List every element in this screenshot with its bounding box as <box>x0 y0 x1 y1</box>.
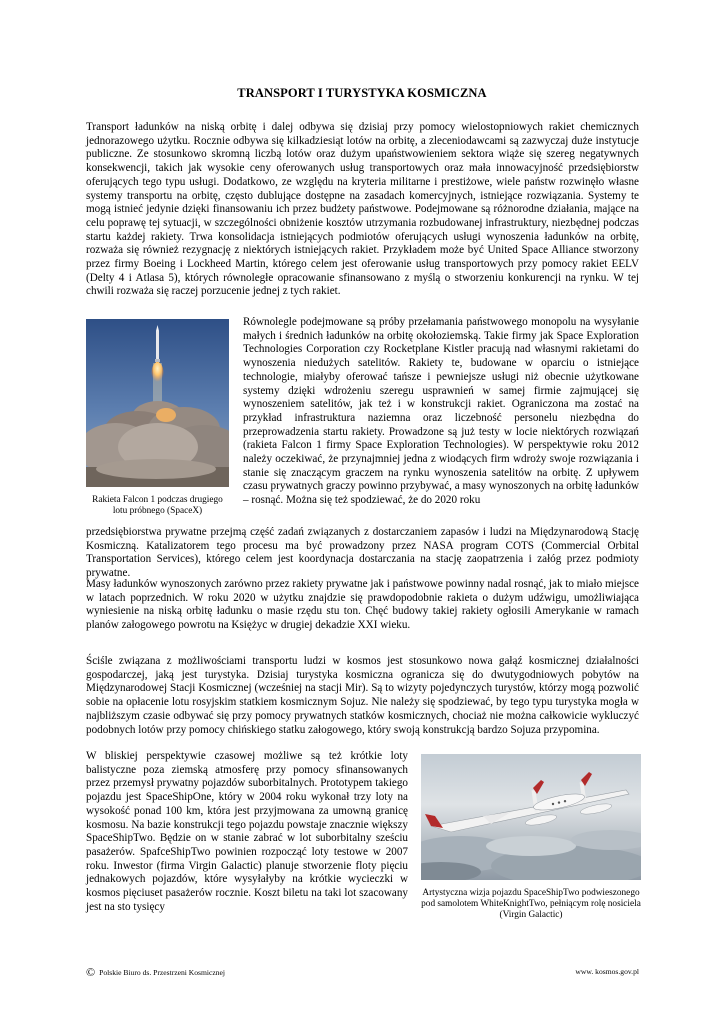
falcon-1-caption: Rakieta Falcon 1 podczas drugiego lotu próbnego (SpaceX) <box>92 495 223 516</box>
falcon-1-launch-photo <box>86 319 229 487</box>
copyright-symbol: © <box>86 965 96 979</box>
figure-falcon-1 <box>86 319 229 517</box>
footer-website-link[interactable]: www. kosmos.gov.pl <box>575 967 639 976</box>
paragraph-space-tourism: Ściśle związana z możliwościami transportu ludzi w kosmos jest stosunkowo nowa gałąź kosmicznej działalności gospodarczej, jaką jest turystyka. Dzisiaj turystyka kosmiczna ogranicza się do dwutygodniowych pobytów na Międzynarodowej Stacji Kosmicznej (wcześniej na stacji Mir). Są to wizyty pojedynczych turystów, którzy mogą pozwolić sobie na opłacenie lotu rosyjskim statkiem kosmicznym Sojuz. Nie należy się spodziewać, by tego typu turystyka mogła w najbliższym czasie odbywać się przy pomocy prywatnych statków kosmicznych, chociaż nie można całkowicie wykluczyć podobnych lotów przy pomocy chińskiego statku załogowego, który swoją konstrukcją bardzo Sojuza przypomina. <box>86 655 639 736</box>
page-title: TRANSPORT I TURYSTYKA KOSMICZNA <box>237 86 487 100</box>
spaceshiptwo-caption: Artystyczna wizja pojazdu SpaceShipTwo podwieszonego pod samolotem WhiteKnightTwo, pełniącym rolę nosiciela (Virgin Galactic) <box>421 888 641 920</box>
figure-spaceshiptwo <box>421 754 641 921</box>
spaceshiptwo-photo <box>421 754 641 880</box>
paragraph-orbital-transport: Transport ładunków na niską orbitę i dalej odbywa się dzisiaj przy pomocy wielostopniowych rakiet chemicznych jednorazowego użytku. Rocznie odbywa się kilkadziesiąt lotów na orbitę, a zleceniodawcami są zazwyczaj duże instytucje publiczne. Ze stosunkowo skromną liczbą lotów oraz dużym upaństwowieniem sektora wiąże się szereg negatywnych konsekwencji, takich jak wysokie ceny oferowanych usług transportowych oraz mała innowacyjność przedsiębiorstw oferujących tego typu usługi. Dodatkowo, ze względu na kryteria militarne i prestiżowe, wiele państw rozwinęło własne systemy transportu na orbitę, często dublujące dostępne na zasadach komercyjnych, istniejące rozwiązania. Systemy te mogą istnieć jedynie dzięki finansowaniu ich przez budżety państwowe. Podejmowane są różnorodne działania, mające na celu poprawę tej sytuacji, w szczególności obniżenie kosztów utrzymania rozbudowanej infrastruktury, niezbędnej podczas startu każdej rakiety. Trwa konsolidacja istniejących podmiotów oferujących usługi wynoszenia ładunków na orbitę, rozważa się również rezygnację z niektórych istniejących rakiet. Przykładem może być United Space Alliance stworzony przez firmy Boeing i Lockheed Martin, którego celem jest oferowanie usług transportowych przy pomocy rakiet EELV (Delty 4 i Atlasa 5), których równoległe opracowanie sfinansowano z myślą o stworzeniu konkurencji na rynku. W tej chwili rozważa się raczej porzucenie jednej z tych rakiet. <box>86 121 639 298</box>
paragraph-payload-mass: Masy ładunków wynoszonych zarówno przez rakiety prywatne jak i państwowe powinny nadal rosnąć, jak to miało miejsce w latach poprzednich. W roku 2020 w użytku znajdzie się prawdopodobnie rakieta o dużym udźwigu, umożliwiająca wyniesienie na niską orbitę ładunku o masie rzędu stu ton. Chęć budowy takiej rakiety ogłosili Amerykanie w ramach planów załogowego powrotu na Księżyc w drugiej dekadzie XXI wieku. <box>86 578 639 632</box>
paragraph-iss-supply: przedsiębiorstwa prywatne przejmą część zadań związanych z dostarczaniem zapasów i ludzi na Międzynarodową Stację Kosmiczną. Katalizatorem tego procesu ma być prowadzony przez NASA program COTS (Commercial Orbital Transportation Services), którego celem jest koordynacja dostarczania na stację zaopatrzenia i załóg przez podmioty prywatne. <box>86 526 639 580</box>
footer-publisher <box>86 965 225 980</box>
paragraph-private-launchers: Równolegle podejmowane są próby przełamania państwowego monopolu na wysyłanie małych i średnich ładunków na orbitę okołoziemską. Takie firmy jak Space Exploration Technologies Corporation czy Rocketplane Kistler pracują nad własnymi rakietami do wynoszenia niedużych satelitów. Rakiety te, budowane w oparciu o istniejące technologie, miałyby oferować tańsze i pewniejsze usługi niż obecnie użytkowane systemy dzięki wdrożeniu szeregu usprawnień w samej firmie zajmującej się wynoszeniem satelitów, jak też i w konstrukcji rakiet. Ograniczona ma zostać na przykład infrastruktura naziemna oraz liczebność personelu niezbędna do przeprowadzenia startu rakiety. Prowadzone są już testy w locie niektórych rozwiązań (rakieta Falcon 1 firmy Space Exploration Technologies). W perspektywie roku 2012 należy oczekiwać, że przynajmniej jedna z wiodących firm wdroży swoje rozwiązania i stanie się znaczącym graczem na rynku wynoszenia satelitów na orbitę. Z upływem czasu prywatnych graczy powinno przybywać, a masy wynoszonych na orbitę ładunków – rosnąć. Można się też spodziewać, że do 2020 roku <box>243 316 639 507</box>
paragraph-suborbital-flights: W bliskiej perspektywie czasowej możliwe są też krótkie loty balistyczne poza ziemską atmosferę przy pomocy sfinansowanych przez przemysł prywatny pojazdów suborbitalnych. Prototypem takiego pojazdu jest SpaceShipOne, który w 2004 roku wykonał trzy loty na wysokość ponad 100 km, która jest przyjmowana za umowną granicę kosmosu. Na bazie konstrukcji tego pojazdu powstaje znacznie większy SpaceShipTwo. Będzie on w stanie zabrać w lot suborbitalny sześciu pasażerów. SpafceShipTwo powinien rozpocząć loty testowe w 2007 roku. Inwestor (firma Virgin Galactic) planuje stworzenie floty pięciu jednakowych pojazdów, które wysyłałyby na krótkie wycieczki w kosmos pięciuset pasażerów rocznie. Koszt biletu na taki lot szacowany jest na sto tysięcy <box>86 750 408 913</box>
falcon-1-launch-illustration <box>86 319 229 487</box>
spaceshiptwo-illustration <box>421 754 641 880</box>
page-footer <box>86 965 639 979</box>
footer-publisher-text: Polskie Biuro ds. Przestrzeni Kosmicznej <box>99 968 226 977</box>
